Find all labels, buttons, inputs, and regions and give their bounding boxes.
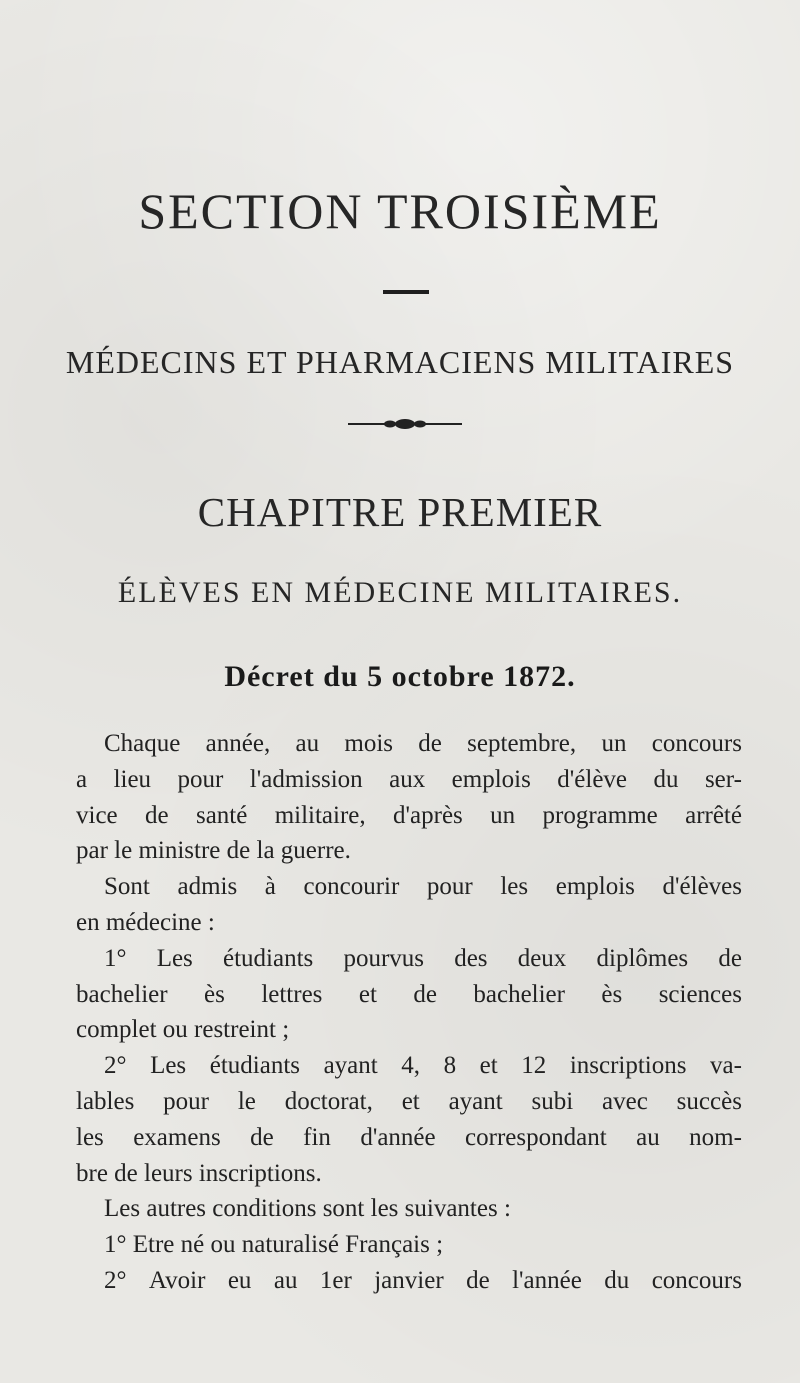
text-word: eu [227, 1266, 252, 1294]
text-word: d'élèves [662, 873, 742, 901]
text-word: de [418, 730, 442, 757]
title-dash [383, 290, 429, 294]
text-word: du [653, 765, 679, 793]
text-word: concours [651, 730, 742, 757]
text-word: diplômes [596, 944, 689, 972]
text-word: va- [710, 1052, 742, 1080]
text-word: sciences [658, 980, 742, 1008]
text-word: de [413, 980, 437, 1008]
text-word: pour [426, 873, 473, 901]
text-line [76, 1263, 742, 1299]
body-text [76, 726, 742, 1299]
section-subtitle: MÉDECINS ET PHARMACIENS MILITAIRES [65, 344, 735, 380]
text-line [76, 869, 742, 905]
text-word: admis [177, 873, 238, 901]
text-word: subi [531, 1087, 574, 1115]
text-word: de [250, 1123, 274, 1151]
text-word: emplois [555, 873, 635, 901]
text-word: ès [601, 980, 623, 1008]
text-word: 2° [104, 1052, 127, 1080]
section-title: SECTION TROISIÈME [138, 183, 662, 239]
text-word: étudiants [222, 944, 314, 972]
text-segment: bre de leurs inscriptions. [76, 1159, 322, 1187]
text-word: les [76, 1123, 104, 1151]
text-line [76, 1191, 742, 1227]
text-word: de [718, 944, 742, 972]
text-word: militaire, [274, 801, 366, 829]
text-word: d'élève [557, 765, 628, 793]
text-word: du [604, 1266, 630, 1294]
text-line [76, 1227, 742, 1263]
text-line [76, 977, 742, 1013]
text-word: 1er [319, 1266, 352, 1294]
text-word: et [401, 1087, 420, 1115]
text-segment: en médecine : [76, 908, 215, 936]
text-word: santé [195, 801, 248, 829]
text-word: septembre, [467, 730, 577, 757]
text-word: correspondant [465, 1123, 607, 1151]
text-word: 4, [401, 1052, 421, 1080]
text-line [76, 726, 742, 762]
text-word: 8 [443, 1052, 457, 1080]
text-line [76, 941, 742, 977]
text-word: programme [542, 801, 658, 829]
text-line [76, 1048, 742, 1084]
text-segment: par le ministre de la guerre. [76, 837, 351, 865]
text-word: et [358, 980, 377, 1008]
text-word: mois [344, 730, 393, 757]
text-word: pourvus [343, 944, 424, 972]
text-word: année, [205, 730, 271, 757]
text-word: inscriptions [569, 1052, 687, 1080]
text-word: lieu [113, 765, 152, 793]
text-word: Avoir [148, 1266, 206, 1294]
text-word: et [479, 1052, 498, 1080]
text-line [76, 833, 742, 869]
chapter-title: CHAPITRE PREMIER [197, 489, 603, 535]
text-word: étudiants [209, 1052, 300, 1080]
text-word: janvier [374, 1266, 444, 1294]
text-word: vice [76, 801, 118, 829]
text-word: Sont [104, 873, 150, 901]
text-word: bachelier [76, 980, 168, 1008]
text-word: le [237, 1087, 256, 1115]
text-segment: 1° Etre né ou naturalisé Français ; [104, 1231, 444, 1259]
text-word: des [454, 944, 488, 972]
text-segment: complet ou restreint ; [76, 1016, 290, 1044]
text-word: Les [150, 1052, 187, 1080]
text-word: ès [204, 980, 225, 1008]
text-word: concours [651, 1266, 742, 1294]
text-word: à [264, 873, 276, 901]
text-word: concourir [303, 873, 400, 901]
text-word: ayant [448, 1087, 503, 1115]
text-word: au [636, 1123, 660, 1151]
text-word: bachelier [473, 980, 565, 1008]
text-word: doctorat, [284, 1087, 373, 1115]
text-word: ser- [704, 765, 742, 793]
text-word: les [500, 873, 529, 901]
text-word: au [273, 1266, 298, 1294]
text-line [76, 905, 742, 941]
text-line [76, 1120, 742, 1156]
text-line [76, 1084, 742, 1120]
text-word: Chaque [104, 730, 181, 757]
text-line [76, 1156, 742, 1192]
text-word: succès [676, 1087, 742, 1115]
text-line [76, 1012, 742, 1048]
text-word: pour [163, 1087, 209, 1115]
text-word: deux [517, 944, 567, 972]
ornament-divider [348, 416, 462, 432]
text-word: un [490, 801, 516, 829]
text-word: l'année [512, 1266, 582, 1294]
text-word: un [601, 730, 627, 757]
text-word: d'après [393, 801, 463, 829]
text-word: examens [133, 1123, 221, 1151]
text-word: aux [389, 765, 426, 793]
text-word: de [145, 801, 169, 829]
text-word: ayant [323, 1052, 378, 1080]
text-word: Les [156, 944, 193, 972]
text-word: avec [602, 1087, 648, 1115]
decree-heading: Décret du 5 octobre 1872. [224, 660, 576, 693]
text-word: pour [177, 765, 224, 793]
text-segment: Les autres conditions sont les suivantes : [104, 1195, 511, 1223]
text-word: de [466, 1266, 490, 1294]
text-word: 12 [521, 1052, 547, 1080]
text-word: a [76, 765, 88, 793]
text-word: l'admission [249, 765, 363, 793]
text-word: lables [76, 1087, 135, 1115]
text-word: 1° [104, 944, 127, 972]
text-word: fin [303, 1123, 331, 1151]
text-word: d'année [360, 1123, 436, 1151]
text-word: au [295, 730, 320, 757]
text-word: emplois [451, 765, 531, 793]
text-word: arrêté [685, 801, 742, 829]
text-line [76, 798, 742, 834]
text-word: nom- [689, 1123, 742, 1151]
text-line [76, 762, 742, 798]
text-word: 2° [104, 1266, 127, 1294]
chapter-subtitle: ÉLÈVES EN MÉDECINE MILITAIRES. [117, 576, 683, 609]
text-word: lettres [261, 980, 323, 1008]
